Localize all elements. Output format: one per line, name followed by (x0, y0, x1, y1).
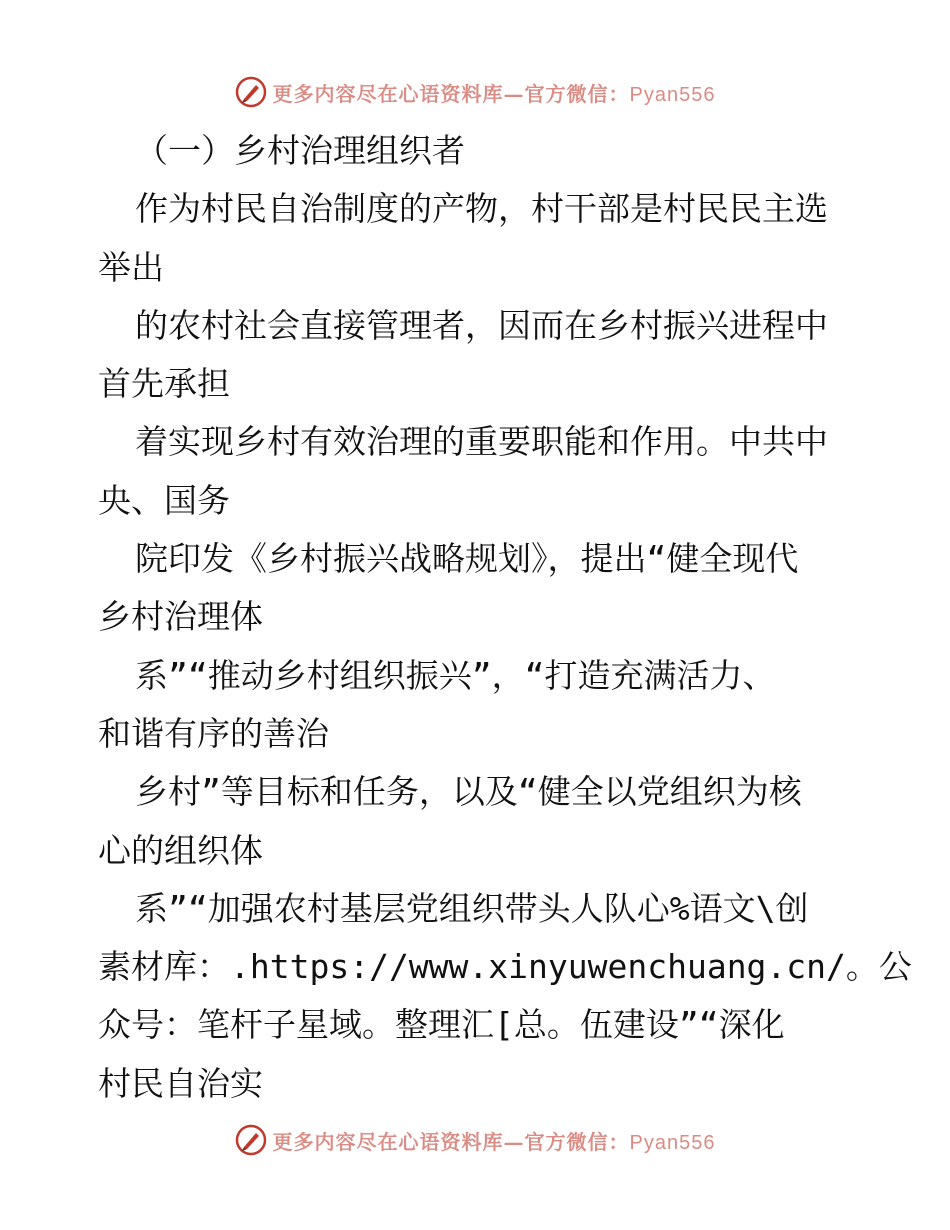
paragraph-line: 首先承担 (98, 364, 230, 404)
paragraph-line: 作为村民自治制度的产物，村干部是村民民主选 (135, 189, 828, 229)
paragraph-line: 系”“推动乡村组织振兴”，“打造充满活力、 (135, 655, 776, 695)
paragraph-line: 央、国务 (98, 480, 230, 520)
watermark-brand: 更多内容尽在心语资料库—官方微信： (272, 1129, 630, 1154)
paragraph-line: 的农村社会直接管理者，因而在乡村振兴进程中 (135, 305, 828, 345)
paragraph-line: 着实现乡村有效治理的重要职能和作用。中共中 (135, 422, 828, 462)
watermark-text (273, 1126, 716, 1155)
header-watermark (0, 72, 950, 112)
paragraph-line: 举出 (98, 247, 164, 287)
paragraph-line: 素材库：.https://www.xinyuwenchuang.cn/。公 (98, 947, 912, 987)
watermark-brand: 更多内容尽在心语资料库—官方微信： (272, 81, 630, 106)
paragraph-line: 系”“加强农村基层党组织带头人队心%语文\创 (135, 888, 809, 928)
paragraph-line: 乡村”等目标和任务，以及“健全以党组织为核 (135, 772, 802, 812)
paragraph-line: 和谐有序的善治 (98, 713, 329, 753)
watermark-account: Pyan556 (629, 83, 716, 106)
pen-logo-icon (235, 76, 267, 108)
paragraph-line: 乡村治理体 (98, 597, 263, 637)
paragraph-line: 村民自治实 (98, 1063, 263, 1103)
footer-watermark (0, 1120, 950, 1160)
watermark-text (273, 78, 716, 107)
paragraph-line: 众号：笔杆子星域。整理汇[总。伍建设”“深化 (98, 1005, 785, 1045)
watermark-account: Pyan556 (629, 1131, 716, 1154)
section-heading: （一）乡村治理组织者 (135, 131, 465, 170)
paragraph-line: 心的组织体 (98, 830, 263, 870)
document-body (98, 122, 912, 1113)
pen-logo-icon (235, 1124, 267, 1156)
paragraph-line: 院印发《乡村振兴战略规划》，提出“健全现代 (135, 539, 799, 579)
